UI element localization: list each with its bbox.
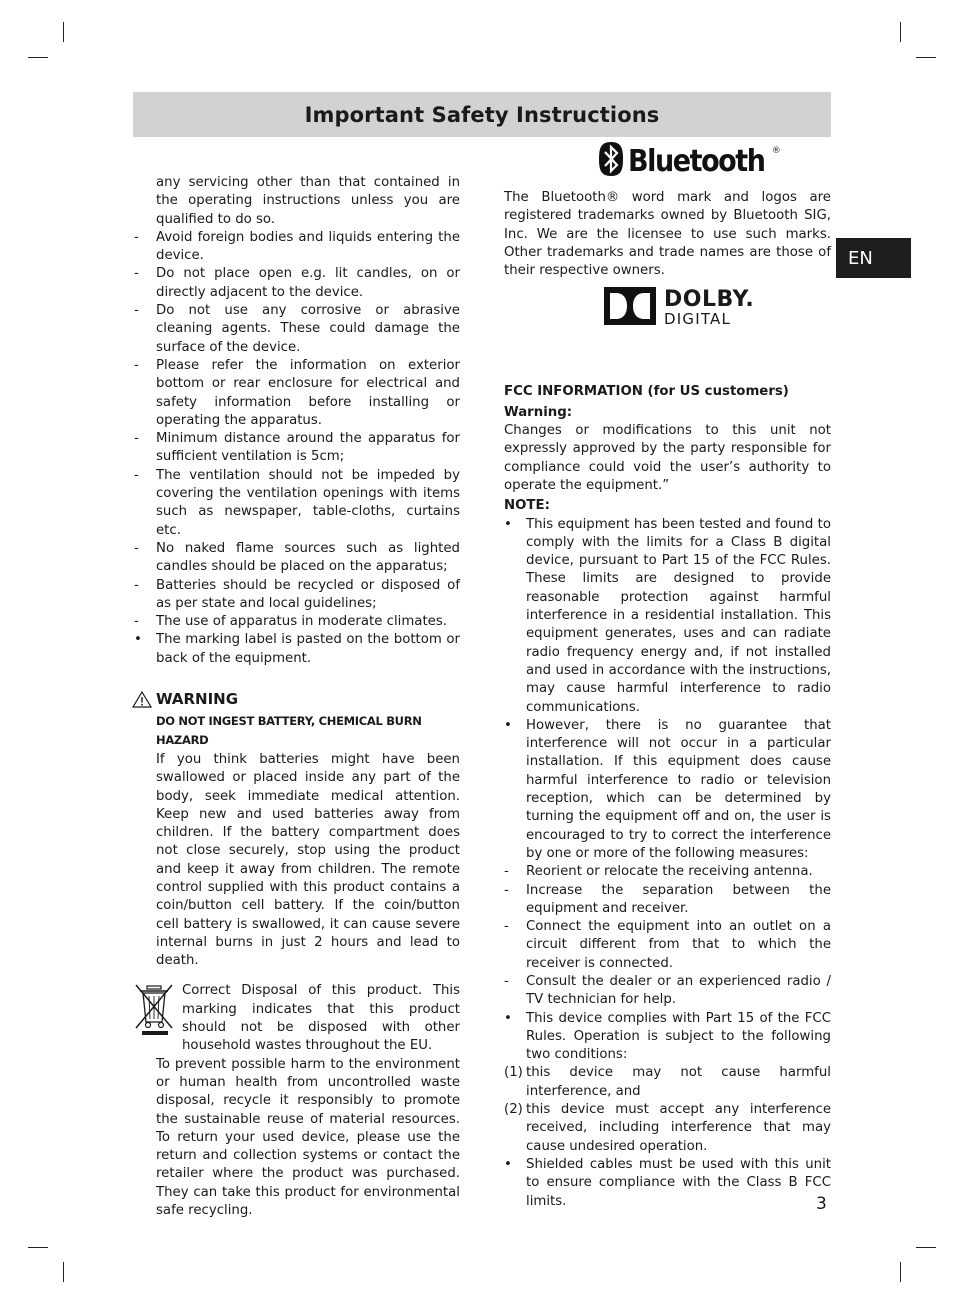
crop-mark	[900, 22, 901, 42]
dolby-wordmark: DOLBY.	[664, 287, 755, 312]
list-item-text: Connect the equipment into an outlet on a circuit different from that to which the receiver is connected.	[526, 919, 831, 971]
list-item-text: Consult the dealer or an experienced radio / TV technician for help.	[526, 973, 831, 1008]
list-item-text: Do not use any corrosive or abrasive cleaning agents. These could damage the surface of the device.	[156, 303, 460, 355]
crop-mark	[900, 1262, 901, 1282]
page-title: Important Safety Instructions	[304, 102, 660, 127]
list-item-text: Shielded cables must be used with this unit to ensure compliance with the Class B FCC limits.	[526, 1156, 831, 1209]
list-item-text: Do not place open e.g. lit candles, on or directly adjacent to the device.	[156, 266, 460, 300]
list-marker: •	[504, 516, 512, 532]
list-item	[134, 430, 460, 467]
list-marker: •	[504, 1156, 512, 1172]
fcc-note-label: NOTE:	[504, 498, 550, 514]
logo-spacer	[504, 280, 831, 383]
list-marker: -	[134, 431, 139, 447]
list-item	[504, 1010, 831, 1065]
warning-title: WARNING	[156, 690, 239, 709]
list-marker: •	[504, 1010, 512, 1026]
list-item	[134, 357, 460, 430]
crop-mark	[28, 1247, 48, 1248]
list-marker: -	[134, 577, 139, 593]
list-item-text: The ventilation should not be impeded by covering the ventilation openings with items such as newspaper, table-cloths, curtains etc.	[156, 467, 460, 538]
list-item	[504, 516, 831, 717]
list-item-text: Minimum distance around the apparatus for sufficient ventilation is 5cm;	[156, 431, 460, 465]
page-number: 3	[816, 1194, 827, 1214]
list-marker: (1)	[504, 1065, 523, 1081]
crop-mark	[28, 57, 48, 58]
bluetooth-trademark-text: The Bluetooth® word mark and logos are registered trademarks owned by Bluetooth SIG, Inc. We are the licensee to use such marks. Other trademarks and trade names are those of their respective owners.	[504, 190, 831, 279]
crop-mark	[63, 22, 64, 42]
bluetooth-wordmark: Bluetooth	[628, 143, 765, 179]
right-column	[504, 189, 831, 1211]
left-column	[134, 174, 460, 1220]
list-item-text: Please refer the information on exterior bottom or rear enclosure for electrical and safety information before installing or operating the apparatus.	[156, 357, 460, 428]
list-item-text: The marking label is pasted on the bottom or back of the equipment.	[156, 632, 460, 666]
fcc-warning-label: Warning:	[504, 404, 573, 420]
list-item-text: The use of apparatus in moderate climates.	[156, 614, 447, 630]
list-item	[134, 467, 460, 540]
list-marker: -	[134, 467, 139, 483]
bluetooth-icon	[598, 141, 624, 181]
list-item-text: Batteries should be recycled or disposed of as per state and local guidelines;	[156, 577, 460, 611]
list-item	[504, 973, 831, 1010]
warning-body: If you think batteries might have been swallowed or placed inside any part of the body, seek immediate medical attention. Keep new and used batteries away from children. If the battery compartment does not close securely, stop using the product and keep it away from children. The remote control supplied with this product contains a coin/button cell battery. If the coin/button cell battery is swallowed, it can cause severe internal burns in just 2 hours and lead to death.	[156, 751, 460, 969]
disposal-paragraph: Correct Disposal of this product. This marking indicates that this product should not be disposed with other household wastes throughout the EU.	[182, 983, 460, 1054]
crop-mark	[916, 57, 936, 58]
list-marker: -	[504, 882, 509, 898]
list-marker: (2)	[504, 1102, 523, 1118]
list-item-text: However, there is no guarantee that interference will not occur in a particular installation. If this equipment does cause harmful interference to radio or television reception, which can be determined by turning the equipment off and on, the user is encouraged to try to correct the interference by one or more of the following measures:	[526, 717, 831, 861]
crop-mark	[63, 1262, 64, 1282]
digital-wordmark: DIGITAL	[664, 310, 732, 328]
list-marker: •	[134, 632, 142, 648]
list-item	[134, 229, 460, 266]
list-item	[134, 540, 460, 577]
disposal-paragraph: To prevent possible harm to the environment or human health from uncontrolled waste disposal, recycle it responsibly to promote the sustainable reuse of material resources. To return your used device, please use the return and collection systems or contact the retailer where the product was purchased. They can take this product for environmental safe recycling.	[156, 1056, 460, 1219]
crop-mark	[916, 1247, 936, 1248]
list-marker: -	[504, 973, 509, 989]
list-item	[504, 863, 831, 881]
list-item-text: this device may not cause harmful interference, and	[526, 1065, 831, 1099]
list-item	[134, 577, 460, 614]
warning-subtitle: DO NOT INGEST BATTERY, CHEMICAL BURN HAZARD	[156, 714, 422, 747]
warning-triangle-icon	[132, 691, 152, 708]
list-item	[504, 918, 831, 973]
list-marker: •	[504, 717, 512, 733]
list-item-text: No naked flame sources such as lighted candles should be placed on the apparatus;	[156, 540, 460, 575]
crossed-bin-icon	[134, 982, 176, 1042]
list-item-text: this device must accept any interference received, including interference that may cause undesired operation.	[526, 1102, 831, 1154]
list-item	[134, 631, 460, 668]
list-item	[504, 882, 831, 919]
list-marker: -	[134, 229, 139, 245]
fcc-warning-text: Changes or modifications to this unit not expressly approved by the party responsible for compliance could void the user’s authority to operate the equipment.”	[504, 423, 831, 493]
intro-paragraph: any servicing other than that contained in the operating instructions unless you are qualified to do so.	[156, 175, 460, 227]
list-item	[504, 717, 831, 863]
list-item-text: Increase the separation between the equipment and receiver.	[526, 882, 831, 916]
list-item-text: Reorient or relocate the receiving antenna.	[526, 864, 813, 880]
list-item	[504, 1156, 831, 1211]
list-marker: -	[134, 614, 139, 630]
fcc-heading: FCC INFORMATION (for US customers)	[504, 384, 789, 400]
list-item	[134, 302, 460, 357]
list-item	[134, 265, 460, 302]
list-marker: -	[134, 357, 139, 373]
disposal-section	[134, 982, 460, 1220]
list-item	[134, 613, 460, 631]
list-marker: -	[134, 540, 139, 556]
safety-list	[134, 229, 460, 668]
registered-mark: ®	[771, 146, 781, 156]
list-marker: -	[504, 864, 509, 880]
fcc-note-list	[504, 516, 831, 1211]
list-item	[504, 1064, 831, 1101]
list-marker: -	[134, 266, 139, 282]
list-marker: -	[504, 919, 509, 935]
list-item-text: This equipment has been tested and found to comply with the limits for a Class B digital device, pursuant to Part 15 of the FCC Rules. These limits are designed to provide reasonable protection against harmful interference in a residential installation. This equipment generates, uses and can radiate radio frequency energy and, if not installed and used in accordance with the instructions, may cause harmful interference to radio communications.	[526, 516, 831, 715]
list-item-text: Avoid foreign bodies and liquids entering the device.	[156, 229, 460, 264]
bluetooth-logo	[598, 141, 781, 181]
header-bar	[133, 92, 831, 137]
warning-heading	[132, 690, 460, 708]
list-item-text: This device complies with Part 15 of the FCC Rules. Operation is subject to the following two conditions:	[526, 1010, 831, 1063]
language-tab: EN	[836, 238, 911, 278]
list-item	[504, 1101, 831, 1156]
list-marker: -	[134, 303, 139, 319]
